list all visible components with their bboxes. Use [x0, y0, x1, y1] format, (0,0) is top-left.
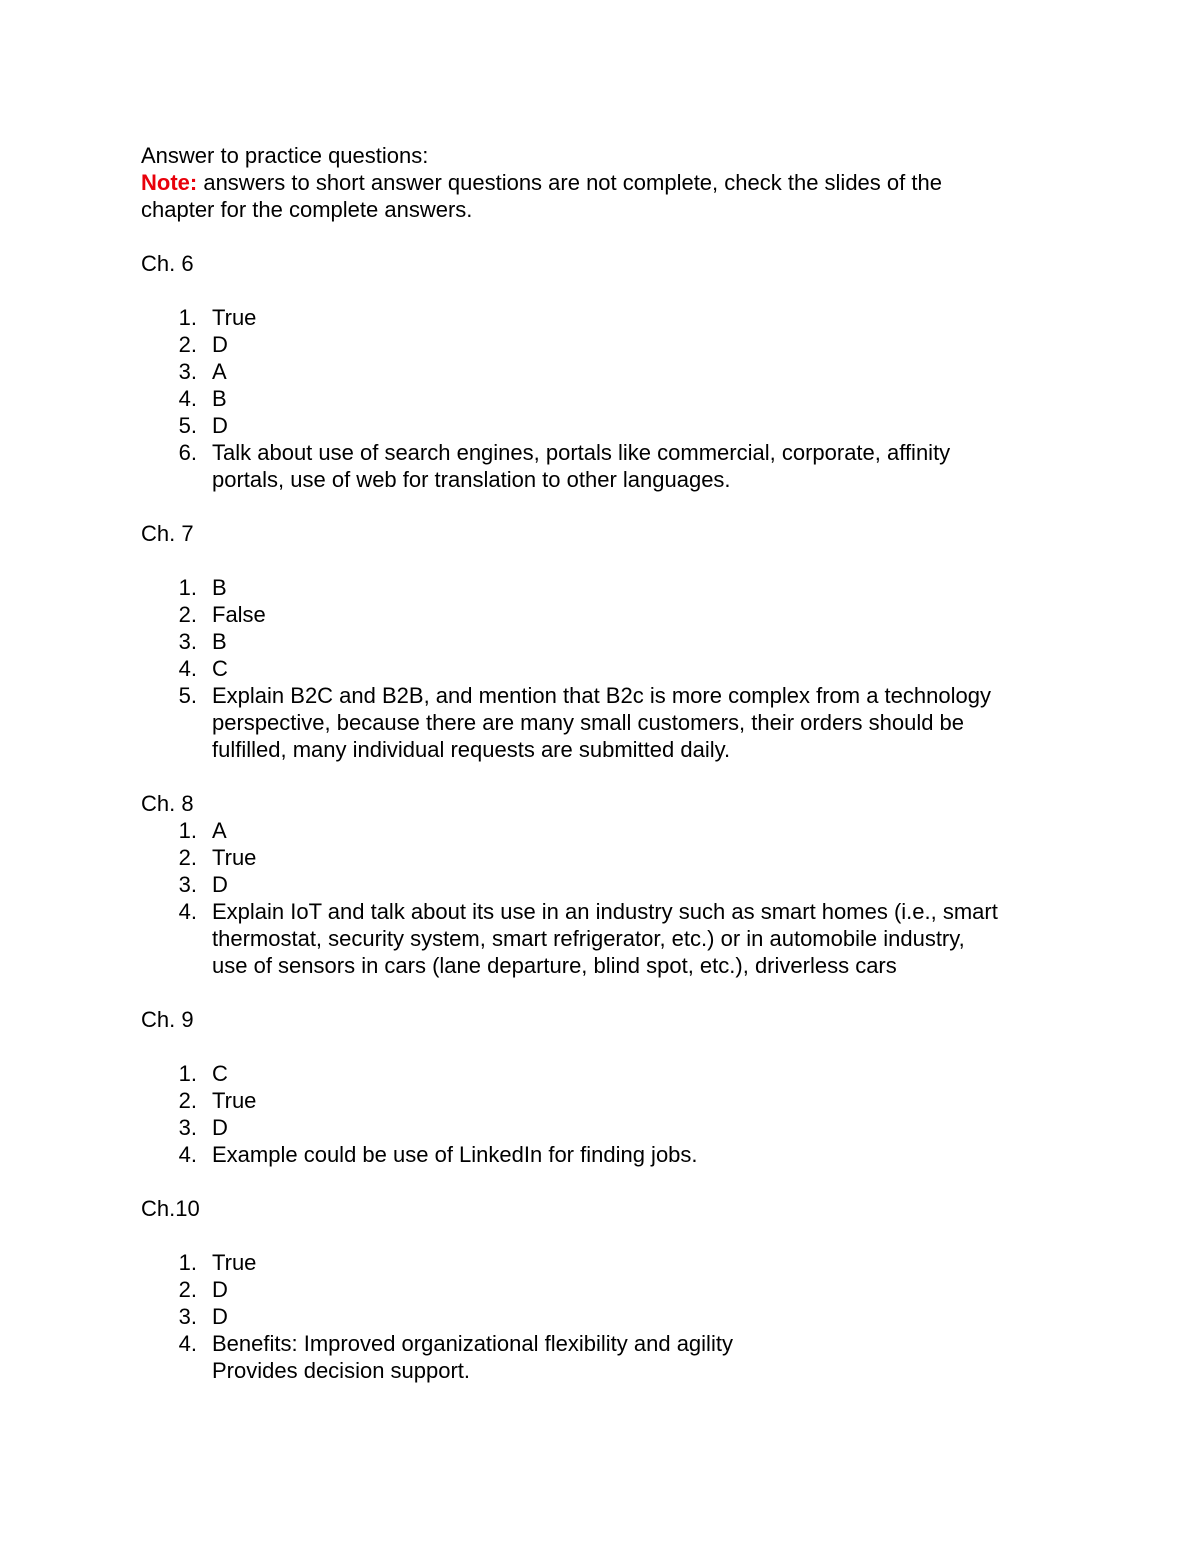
answer-text-line: thermostat, security system, smart refrigerator, etc.) or in automobile industry,	[212, 926, 965, 951]
list-item-number: 6.	[178, 440, 197, 465]
list-item	[141, 439, 1071, 493]
list-item-answer	[212, 1114, 1071, 1141]
list-item-number: 3.	[178, 872, 197, 897]
list-item-number: 1.	[178, 575, 197, 600]
answer-text-line: False	[212, 602, 266, 627]
list-item-number: 2.	[178, 332, 197, 357]
list-item-number: 3.	[178, 1304, 197, 1329]
list-item-answer	[212, 412, 1071, 439]
list-item	[141, 1114, 1071, 1141]
list-item-number: 4.	[178, 899, 197, 924]
list-item-answer	[212, 601, 1071, 628]
list-item	[141, 385, 1071, 412]
list-item-answer	[212, 1276, 1071, 1303]
chapter-section	[141, 1006, 1071, 1168]
list-item	[141, 601, 1071, 628]
list-item	[141, 1060, 1071, 1087]
answer-text-line: Provides decision support.	[212, 1358, 471, 1383]
chapter-heading: Ch.10	[141, 1196, 200, 1221]
answer-text-line: True	[212, 1250, 257, 1275]
list-item-answer	[212, 1087, 1071, 1114]
list-item	[141, 682, 1071, 763]
list-item-answer	[212, 1303, 1071, 1330]
list-item-number: 4.	[178, 1142, 197, 1167]
answer-text-line: fulfilled, many individual requests are submitted daily.	[212, 737, 731, 762]
answer-list	[141, 574, 1071, 763]
list-item	[141, 1276, 1071, 1303]
answer-text-line: D	[212, 872, 228, 897]
chapter-section	[141, 250, 1071, 493]
list-item-number: 2.	[178, 845, 197, 870]
list-item	[141, 331, 1071, 358]
answer-text-line: B	[212, 629, 227, 654]
list-item	[141, 304, 1071, 331]
list-item	[141, 412, 1071, 439]
list-item-answer	[212, 1330, 1071, 1384]
list-item-answer	[212, 898, 1071, 979]
answer-text-line: D	[212, 1304, 228, 1329]
answer-list	[141, 1249, 1071, 1384]
list-item-answer	[212, 628, 1071, 655]
list-item	[141, 898, 1071, 979]
document-title: Answer to practice questions:	[141, 143, 429, 168]
list-item-number: 1.	[178, 1061, 197, 1086]
list-item	[141, 358, 1071, 385]
answer-text-line: Talk about use of search engines, portals like commercial, corporate, affinity	[212, 440, 951, 465]
list-item-answer	[212, 304, 1071, 331]
answer-text-line: D	[212, 1277, 228, 1302]
chapter-heading: Ch. 6	[141, 251, 194, 276]
chapter-section	[141, 520, 1071, 763]
list-item-number: 5.	[178, 413, 197, 438]
list-item-answer	[212, 1060, 1071, 1087]
list-item	[141, 1087, 1071, 1114]
list-item	[141, 1330, 1071, 1384]
answer-list	[141, 1060, 1071, 1168]
answer-text-line: C	[212, 656, 228, 681]
answer-text-line: Benefits: Improved organizational flexibility and agility	[212, 1331, 733, 1356]
answer-text-line: A	[212, 359, 227, 384]
list-item-number: 2.	[178, 1277, 197, 1302]
list-item-answer	[212, 1141, 1071, 1168]
list-item-number: 4.	[178, 386, 197, 411]
list-item-number: 3.	[178, 629, 197, 654]
answer-text-line: B	[212, 386, 227, 411]
list-item	[141, 655, 1071, 682]
list-item-answer	[212, 439, 1071, 493]
list-item-answer	[212, 871, 1071, 898]
list-item-answer	[212, 358, 1071, 385]
document-page	[141, 142, 1071, 1384]
list-item-answer	[212, 1249, 1071, 1276]
list-item-answer	[212, 574, 1071, 601]
list-item-number: 4.	[178, 656, 197, 681]
note-line	[141, 169, 1071, 196]
chapter-section	[141, 790, 1071, 979]
list-item	[141, 844, 1071, 871]
list-item	[141, 628, 1071, 655]
note-text-continued: chapter for the complete answers.	[141, 197, 473, 222]
answer-text-line: D	[212, 1115, 228, 1140]
chapter-heading: Ch. 8	[141, 791, 194, 816]
answer-text-line: True	[212, 1088, 257, 1113]
list-item-answer	[212, 682, 1071, 763]
answer-text-line: use of sensors in cars (lane departure, blind spot, etc.), driverless cars	[212, 953, 897, 978]
answer-text-line: perspective, because there are many small customers, their orders should be	[212, 710, 965, 735]
list-item-number: 1.	[178, 305, 197, 330]
answer-text-line: True	[212, 305, 257, 330]
list-item-number: 2.	[178, 602, 197, 627]
list-item-answer	[212, 331, 1071, 358]
list-item-number: 3.	[178, 1115, 197, 1140]
answer-sections	[141, 250, 1071, 1384]
list-item	[141, 1141, 1071, 1168]
answer-list	[141, 304, 1071, 493]
answer-text-line: True	[212, 845, 257, 870]
list-item-number: 2.	[178, 1088, 197, 1113]
list-item-number: 5.	[178, 683, 197, 708]
answer-list	[141, 817, 1071, 979]
list-item	[141, 1303, 1071, 1330]
list-item-answer	[212, 844, 1071, 871]
list-item-answer	[212, 817, 1071, 844]
note-label: Note:	[141, 170, 198, 195]
answer-text-line: Explain IoT and talk about its use in an industry such as smart homes (i.e., smart	[212, 899, 998, 924]
list-item-number: 1.	[178, 818, 197, 843]
answer-text-line: portals, use of web for translation to other languages.	[212, 467, 731, 492]
list-item-number: 4.	[178, 1331, 197, 1356]
list-item-number: 3.	[178, 359, 197, 384]
list-item	[141, 1249, 1071, 1276]
answer-text-line: D	[212, 413, 228, 438]
list-item-answer	[212, 655, 1071, 682]
chapter-section	[141, 1195, 1071, 1384]
answer-text-line: D	[212, 332, 228, 357]
answer-text-line: A	[212, 818, 227, 843]
list-item-number: 1.	[178, 1250, 197, 1275]
list-item	[141, 574, 1071, 601]
list-item	[141, 871, 1071, 898]
note-text: answers to short answer questions are not complete, check the slides of the	[197, 170, 942, 195]
answer-text-line: B	[212, 575, 227, 600]
chapter-heading: Ch. 9	[141, 1007, 194, 1032]
chapter-heading: Ch. 7	[141, 521, 194, 546]
answer-text-line: C	[212, 1061, 228, 1086]
list-item	[141, 817, 1071, 844]
answer-text-line: Example could be use of LinkedIn for finding jobs.	[212, 1142, 698, 1167]
answer-text-line: Explain B2C and B2B, and mention that B2c is more complex from a technology	[212, 683, 991, 708]
list-item-answer	[212, 385, 1071, 412]
